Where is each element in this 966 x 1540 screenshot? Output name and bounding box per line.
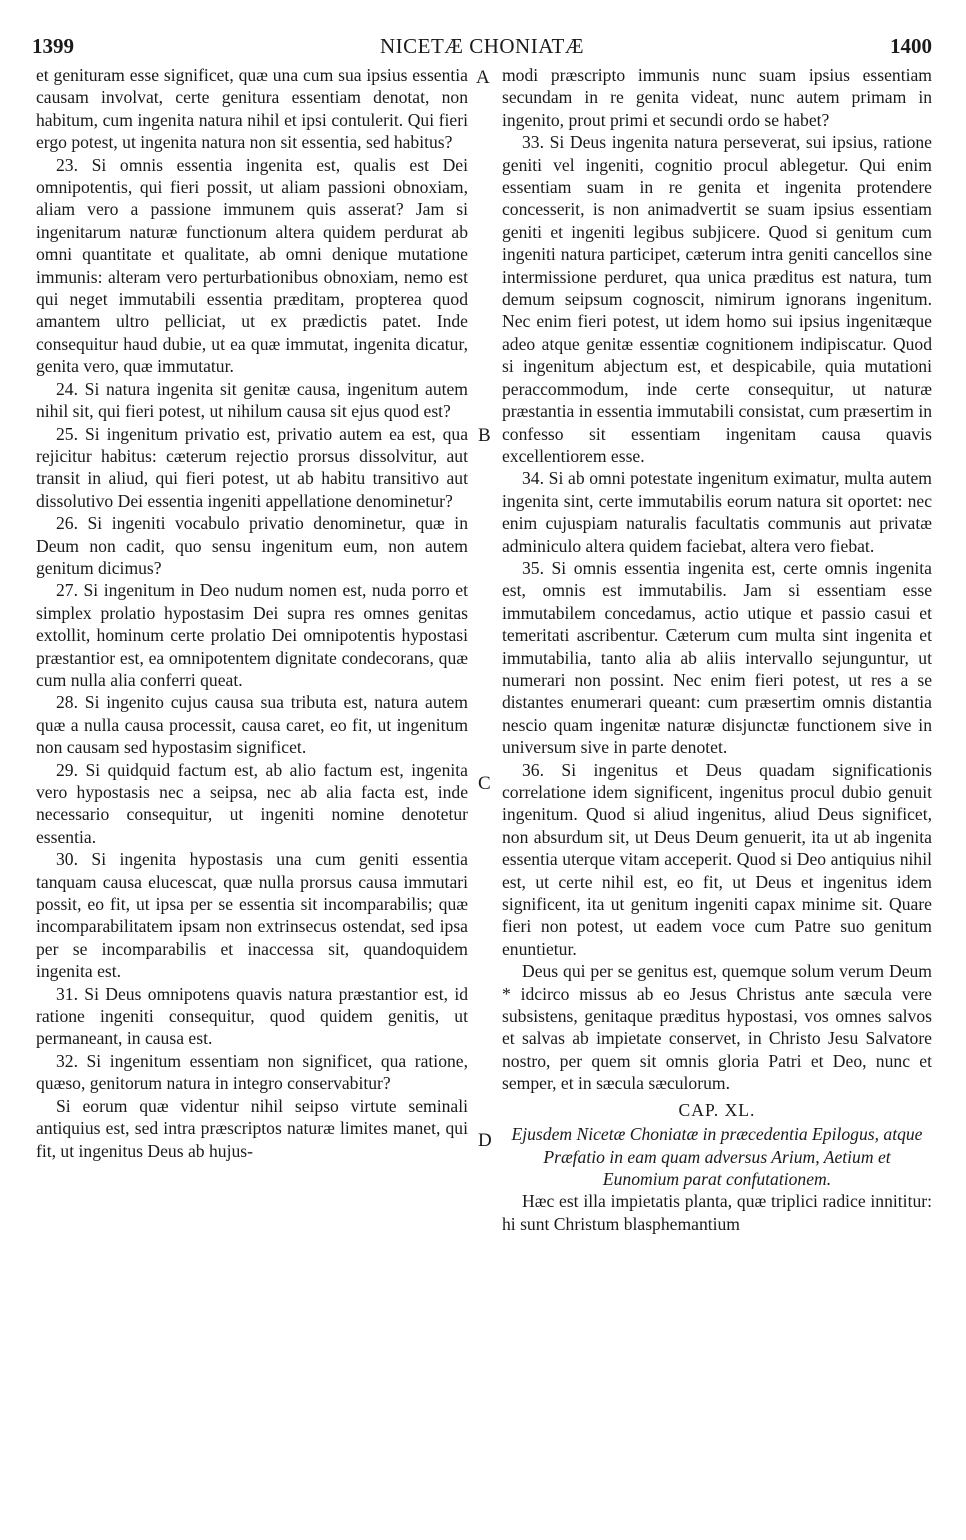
margin-marker-b: B [478, 425, 491, 446]
margin-marker-d: D [478, 1130, 492, 1151]
paragraph-25: 25. Si ingenitum privatio est, privatio autem ea est, qua rejicitur habitus: cæterum rejectio prorsus dissolvitur, aut transit in aliud, qui fieri potest, ut ab habitu transitivo aut dissolutivo Dei essentia ingeniti appellatione denominetur? [36, 423, 468, 511]
paragraph: modi præscripto immunis nunc suam ipsius essentiam secundam in re genita videat, nunc autem primam in ingenito, prout primi et secundi ordo se habet? [502, 65, 932, 130]
page-number-left: 1399 [32, 34, 74, 58]
paragraph-32-cont: Si eorum quæ videntur nihil seipso virtute seminali antiquius est, sed intra præscriptos naturæ limites manet, qui fit, ut ingenitus Deus ab hujus- [36, 1095, 468, 1161]
paragraph-35: 35. Si omnis essentia ingenita est, certe omnis ingenita est, omnis est immutabilis. Jam si essentiam esse immutabilem concedamus, actio utique et passio casui et temeritati ascribentur. Cæterum cum multa sint ingenita et immutabilia, tanto alia ab aliis intervallo sejunguntur, ut numerari non possint. Nec enim fieri potest, ut res a se distantes enumerari queant: cum præsertim omnis distantia nescio quam ingenitæ naturæ disjunctæ functionem sive in universum sive in parte denotet. [502, 557, 932, 758]
paragraph-27: 27. Si ingenitum in Deo nudum nomen est, nuda porro et simplex prolatio hypostasim Dei supra res omnes genitas extollit, hominum certe prolatio Dei omnipotentis hypostasi præstantior est, ea omnipotentem dignitate condecorans, quæ cum nulla alia conferri queat. [36, 580, 468, 690]
running-title: NICETÆ CHONIATÆ [379, 34, 585, 58]
chapter-heading: CAP. XL. [678, 1099, 756, 1120]
paragraph-32: 32. Si ingenitum essentiam non significet, qua ratione, quæso, genitorum natura in integro conservabitur? [36, 1050, 468, 1094]
left-column [36, 64, 468, 1162]
paragraph-34: 34. Si ab omni potestate ingenitum eximatur, multa autem ingenita sint, certe immutabilis eorum natura sit oportet: nec enim cujuspiam naturalis facultatis communis aut privatæ adminiculo altera quidem faciebat, altera vero fiebat. [502, 468, 932, 556]
margin-marker-c: C [478, 773, 491, 794]
paragraph-chapter-start: Hæc est illa impietatis planta, quæ triplici radice innititur: hi sunt Christum blasphemantium [502, 1191, 932, 1234]
paragraph-31: 31. Si Deus omnipotens quavis natura præstantior est, id ratione ingeniti consequitur, quod quidem genitis, ut permaneant, in causa est. [36, 983, 468, 1049]
paragraph: et genituram esse significet, quæ una cum sua ipsius essentia causam involvat, certe genitura essentiam denotat, non habitum, cum ingenita natura nihil et ipsi contulerit. Qui fieri ergo potest, ut ingenita natura non sit essentia, sed habitus? [36, 65, 468, 153]
right-column [502, 64, 932, 1235]
paragraph-28: 28. Si ingenito cujus causa sua tributa est, natura autem quæ a nulla causa processit, causa caret, eo fit, ut ingenitum non causam sed hypostasim significet. [36, 692, 468, 758]
running-header [32, 34, 932, 60]
chapter-summary: Ejusdem Nicetæ Choniatæ in præcedentia Epilogus, atque Præfatio in eam quam adversus Arium, Aetium et Eunomium parat confutationem. [511, 1124, 923, 1189]
page-number-right: 1400 [890, 34, 932, 58]
paragraph-doxology: Deus qui per se genitus est, quemque solum verum Deum * idcirco missus ab eo Jesus Christus ante sæcula vere subsistens, genitaque præditus hypostasi, vos omnes salvos et salvas ab impietate conservet, in Christo Jesu Salvatore nostro, per quem sit omnis gloria Patri et Deo, nunc et semper, et in sæcula sæculorum. [502, 961, 932, 1094]
paragraph-33: 33. Si Deus ingenita natura perseverat, sui ipsius, ratione geniti vel ingeniti, cognitio procul ablegetur. Qui enim essentiam suam in re genita et ingenita protendere concesserit, is non animadvertit se suam ipsius essentiam geniti et ingeniti legibus subjicere. Quod si genitum cum ingeniti natura participet, cæterum intra geniti cancellos sine intermissione perduret, qua unica præditus est natura, tum demum seipsum cognoscit, nimirum ignorans ingenitum. Nec enim fieri potest, ut idem homo sui ipsius ingenitæque adeo atque genitæ essentiæ cognitionem indipiscatur. Quod si ingenitum abjectum est, et despicabile, quia mutationi peraccommodum, inde certe consequitur, ut naturæ præstantia in essentia immutabili consistat, cum præsertim in confesso sit essentiam ingenitam causa quavis excellentiorem esse. [502, 132, 933, 466]
paragraph-30: 30. Si ingenita hypostasis una cum geniti essentia tanquam causa elucescat, quæ nulla prorsus causa immutari possit, eo fit, ut ipsa per se essentia sit incomparabilis; quæ incomparabilitatem ipsam non extrinsecus ostendat, sed ipsa per se incomparabilis et inaccessa sit, quandoquidem ingenita est. [36, 849, 468, 982]
paragraph-23: 23. Si omnis essentia ingenita est, qualis est Dei omnipotentis, qui fieri possit, ut aliam passioni obnoxiam, aliam vero a passione immunem quis asserat? Jam si ingenitarum naturæ functionum altera quidem perdurat ab omni quantitate et qualitate, ab omni denique mutatione immunis: alteram vero perturbationibus obnoxiam, nemo est qui neget immutabili essentia præditam, propterea quod amantem ultro pelliciat, ut ex prædictis patet. Inde consequitur haud dubie, ut ea quæ immutat, ingenita dicatur, genita vero, quæ immutatur. [36, 154, 468, 377]
paragraph-36: 36. Si ingenitus et Deus quadam significationis correlatione idem significent, ingenitus procul dubio genuit ingenitum. Quod si aliud ingenitus, aliud Deus significet, non absurdum sit, ut Deus Deum genuerit, ita ut ab ingenita essentia uterque vitam acceperit. Quod si Deo antiquius nihil est, ut certe nihil est, eo fit, ut Deus et ingenitus idem significent, ita ut genitum ingeniti capax minime sit. Quare fieri non potest, ut eadem voce cum Patre suo genitum enuntietur. [502, 759, 932, 959]
paragraph-26: 26. Si ingeniti vocabulo privatio denominetur, quæ in Deum non cadit, quo sensu ingenitum eum, non autem genitum dicimus? [36, 513, 468, 578]
margin-marker-a: A [476, 67, 490, 88]
paragraph-29: 29. Si quidquid factum est, ab alio factum est, ingenita vero hypostasis nec a seipsa, nec ab alia facta est, inde necessario consequitur, ut ingeniti nomine denotetur essentia. [36, 759, 468, 847]
paragraph-24: 24. Si natura ingenita sit genitæ causa, ingenitum autem nihil sit, qui fieri potest, ut nihilum causa sit ejus quod est? [36, 378, 468, 422]
